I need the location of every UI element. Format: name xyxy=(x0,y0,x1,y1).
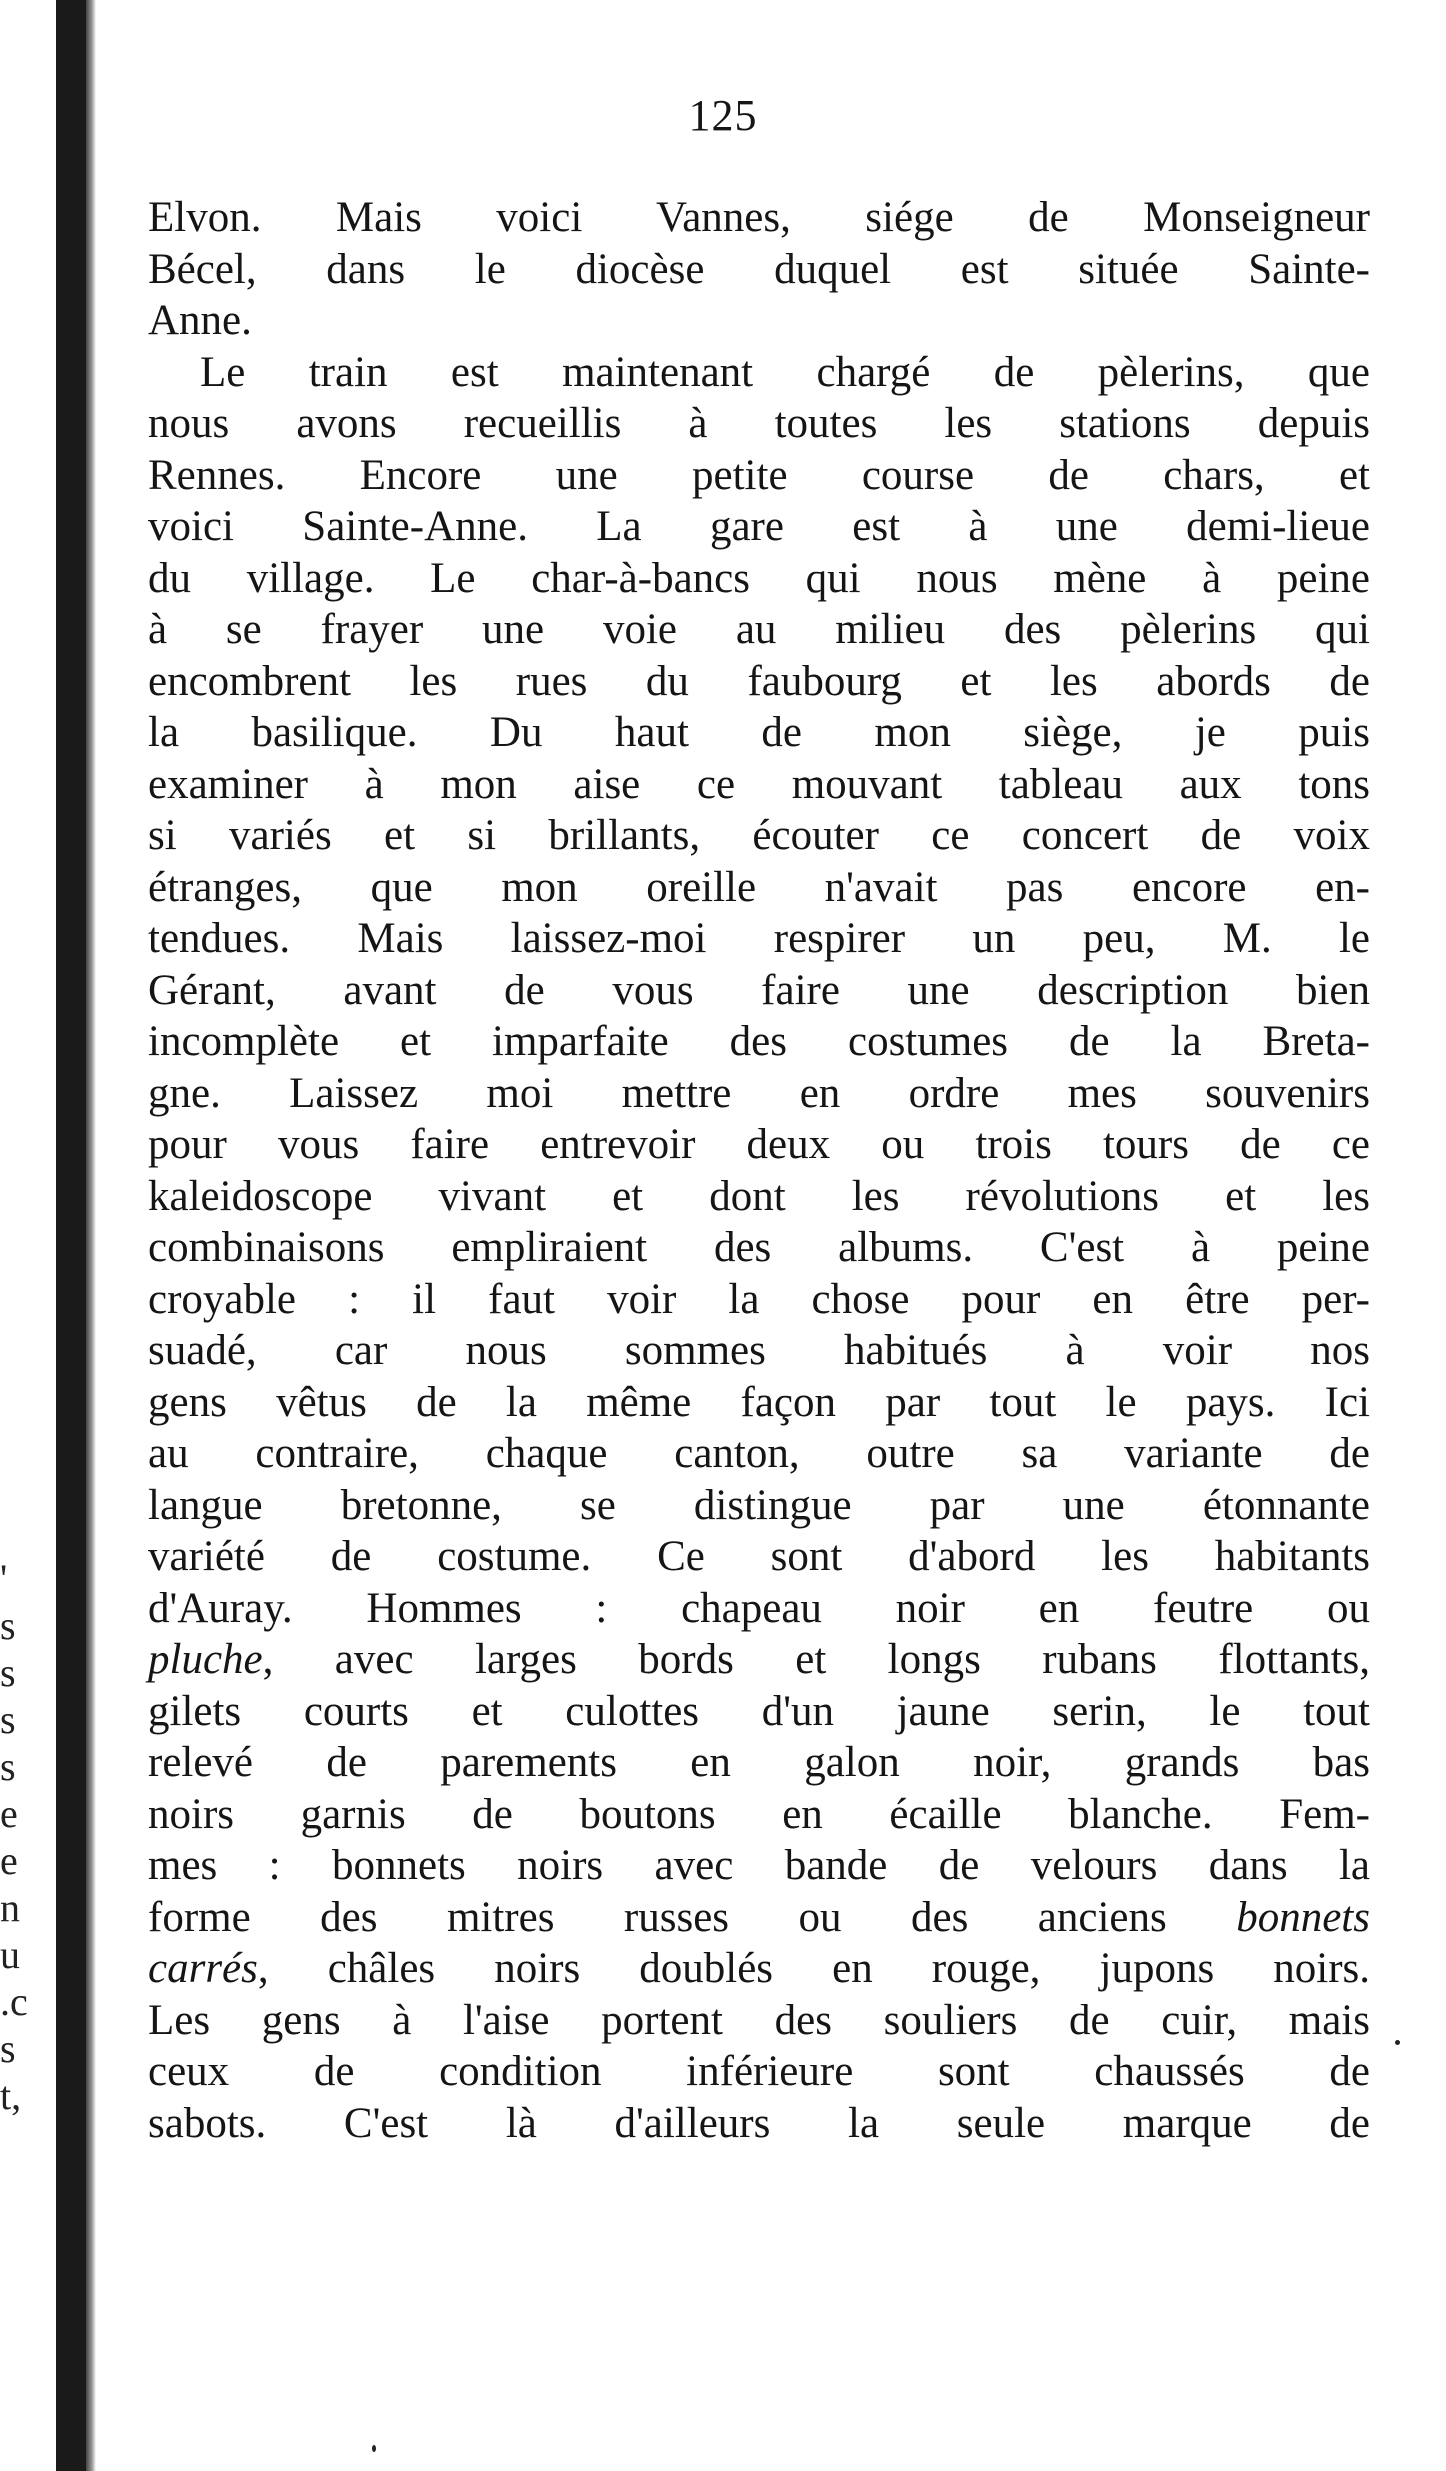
text-line: gens vêtus de la même façon par tout le pays. Ici xyxy=(148,1378,1370,1426)
text-line: gne. Laissez moi mettre en ordre mes souvenirs xyxy=(148,1069,1370,1117)
ink-speck xyxy=(1395,2040,1400,2045)
text-line: Bécel, dans le diocèse duquel est située Sainte- xyxy=(148,245,1370,293)
margin-fragment: e xyxy=(0,1791,18,1836)
text-line: noirs garnis de boutons en écaille blanche. Fem- xyxy=(148,1790,1370,1838)
text-line: Les gens à l'aise portent des souliers de cuir, mais xyxy=(148,1996,1370,2044)
ink-speck xyxy=(372,2445,376,2452)
text-line: Anne. xyxy=(148,297,252,344)
text-line: Rennes. Encore une petite course de chars, et xyxy=(148,451,1370,499)
text-line: voici Sainte-Anne. La gare est à une demi-lieue xyxy=(148,503,1370,550)
margin-fragment: s xyxy=(0,1603,16,1648)
text-line: ceux de condition inférieure sont chaussés de xyxy=(148,2048,1370,2095)
text-line: nous avons recueillis à toutes les stations depuis xyxy=(148,400,1370,447)
text-line: la basilique. Du haut de mon siège, je puis xyxy=(148,709,1370,756)
margin-fragment: ' xyxy=(0,1556,8,1601)
text-line: d'Auray. Hommes : chapeau noir en feutre ou xyxy=(148,1584,1370,1632)
facing-page-fragments xyxy=(0,1555,52,2119)
text-line: relevé de parements en galon noir, grands bas xyxy=(148,1739,1370,1786)
body-text xyxy=(148,192,1370,2149)
margin-fragment: s xyxy=(0,2026,16,2071)
margin-fragment: s xyxy=(0,1650,16,1695)
text-line: langue bretonne, se distingue par une étonnante xyxy=(148,1481,1370,1529)
text-line: encombrent les rues du faubourg et les abords de xyxy=(148,657,1370,705)
text-line: incomplète et imparfaite des costumes de la Breta- xyxy=(148,1018,1370,1065)
margin-fragment: .c xyxy=(0,1979,28,2024)
margin-fragment: s xyxy=(0,1744,16,1789)
text-line-segment: , avec larges bords et longs rubans flottants, xyxy=(262,1636,1370,1683)
binding-edge xyxy=(56,0,86,2471)
text-line: kaleidoscope vivant et dont les révolutions et les xyxy=(148,1172,1370,1220)
text-line: tendues. Mais laissez-moi respirer un peu, M. le xyxy=(148,915,1370,962)
page-number: 125 xyxy=(688,91,758,140)
text-line: Gérant, avant de vous faire une description bien xyxy=(148,966,1370,1014)
text-line: au contraire, chaque canton, outre sa variante de xyxy=(148,1430,1370,1477)
text-line: suadé, car nous sommes habitués à voir nos xyxy=(148,1327,1370,1374)
margin-fragment: s xyxy=(0,1697,16,1742)
italic-term: bonnets xyxy=(1236,1893,1370,1941)
text-line: étranges, que mon oreille n'avait pas encore en- xyxy=(148,863,1370,911)
text-line: du village. Le char-à-bancs qui nous mène à peine xyxy=(148,554,1370,602)
text-line-segment: , châles noirs doublés en rouge, jupons noirs. xyxy=(257,1945,1370,1992)
text-line xyxy=(148,1634,1370,1686)
text-line: combinaisons empliraient des albums. C'est à peine xyxy=(148,1224,1370,1271)
text-line: variété de costume. Ce sont d'abord les habitants xyxy=(148,1533,1370,1580)
text-line xyxy=(148,1892,1370,1944)
text-line: croyable : il faut voir la chose pour en être per- xyxy=(148,1275,1370,1323)
text-line: gilets courts et culottes d'un jaune serin, le tout xyxy=(148,1687,1370,1735)
italic-term: carrés xyxy=(148,1945,258,1992)
margin-fragment: n xyxy=(0,1885,20,1930)
text-line: mes : bonnets noirs avec bande de velours dans la xyxy=(148,1842,1370,1889)
text-line-segment: forme des mitres russes ou des anciens xyxy=(148,1893,1237,1941)
text-line: si variés et si brillants, écouter ce concert de voix xyxy=(148,812,1370,859)
margin-fragment: t, xyxy=(0,2073,22,2118)
text-line: sabots. C'est là d'ailleurs la seule marque de xyxy=(148,2099,1370,2147)
text-line: Elvon. Mais voici Vannes, siége de Monseigneur xyxy=(148,194,1370,241)
text-line: Le train est maintenant chargé de pèlerins, que xyxy=(200,348,1370,396)
text-line: à se frayer une voie au milieu des pèlerins qui xyxy=(148,606,1370,653)
text-line xyxy=(148,1943,1370,1995)
margin-fragment: e xyxy=(0,1838,18,1883)
text-line: pour vous faire entrevoir deux ou trois tours de ce xyxy=(148,1121,1370,1168)
italic-term: pluche xyxy=(148,1636,263,1683)
binding-shadow xyxy=(86,0,96,2471)
margin-fragment: u xyxy=(0,1932,20,1977)
text-line: examiner à mon aise ce mouvant tableau aux tons xyxy=(148,760,1370,808)
